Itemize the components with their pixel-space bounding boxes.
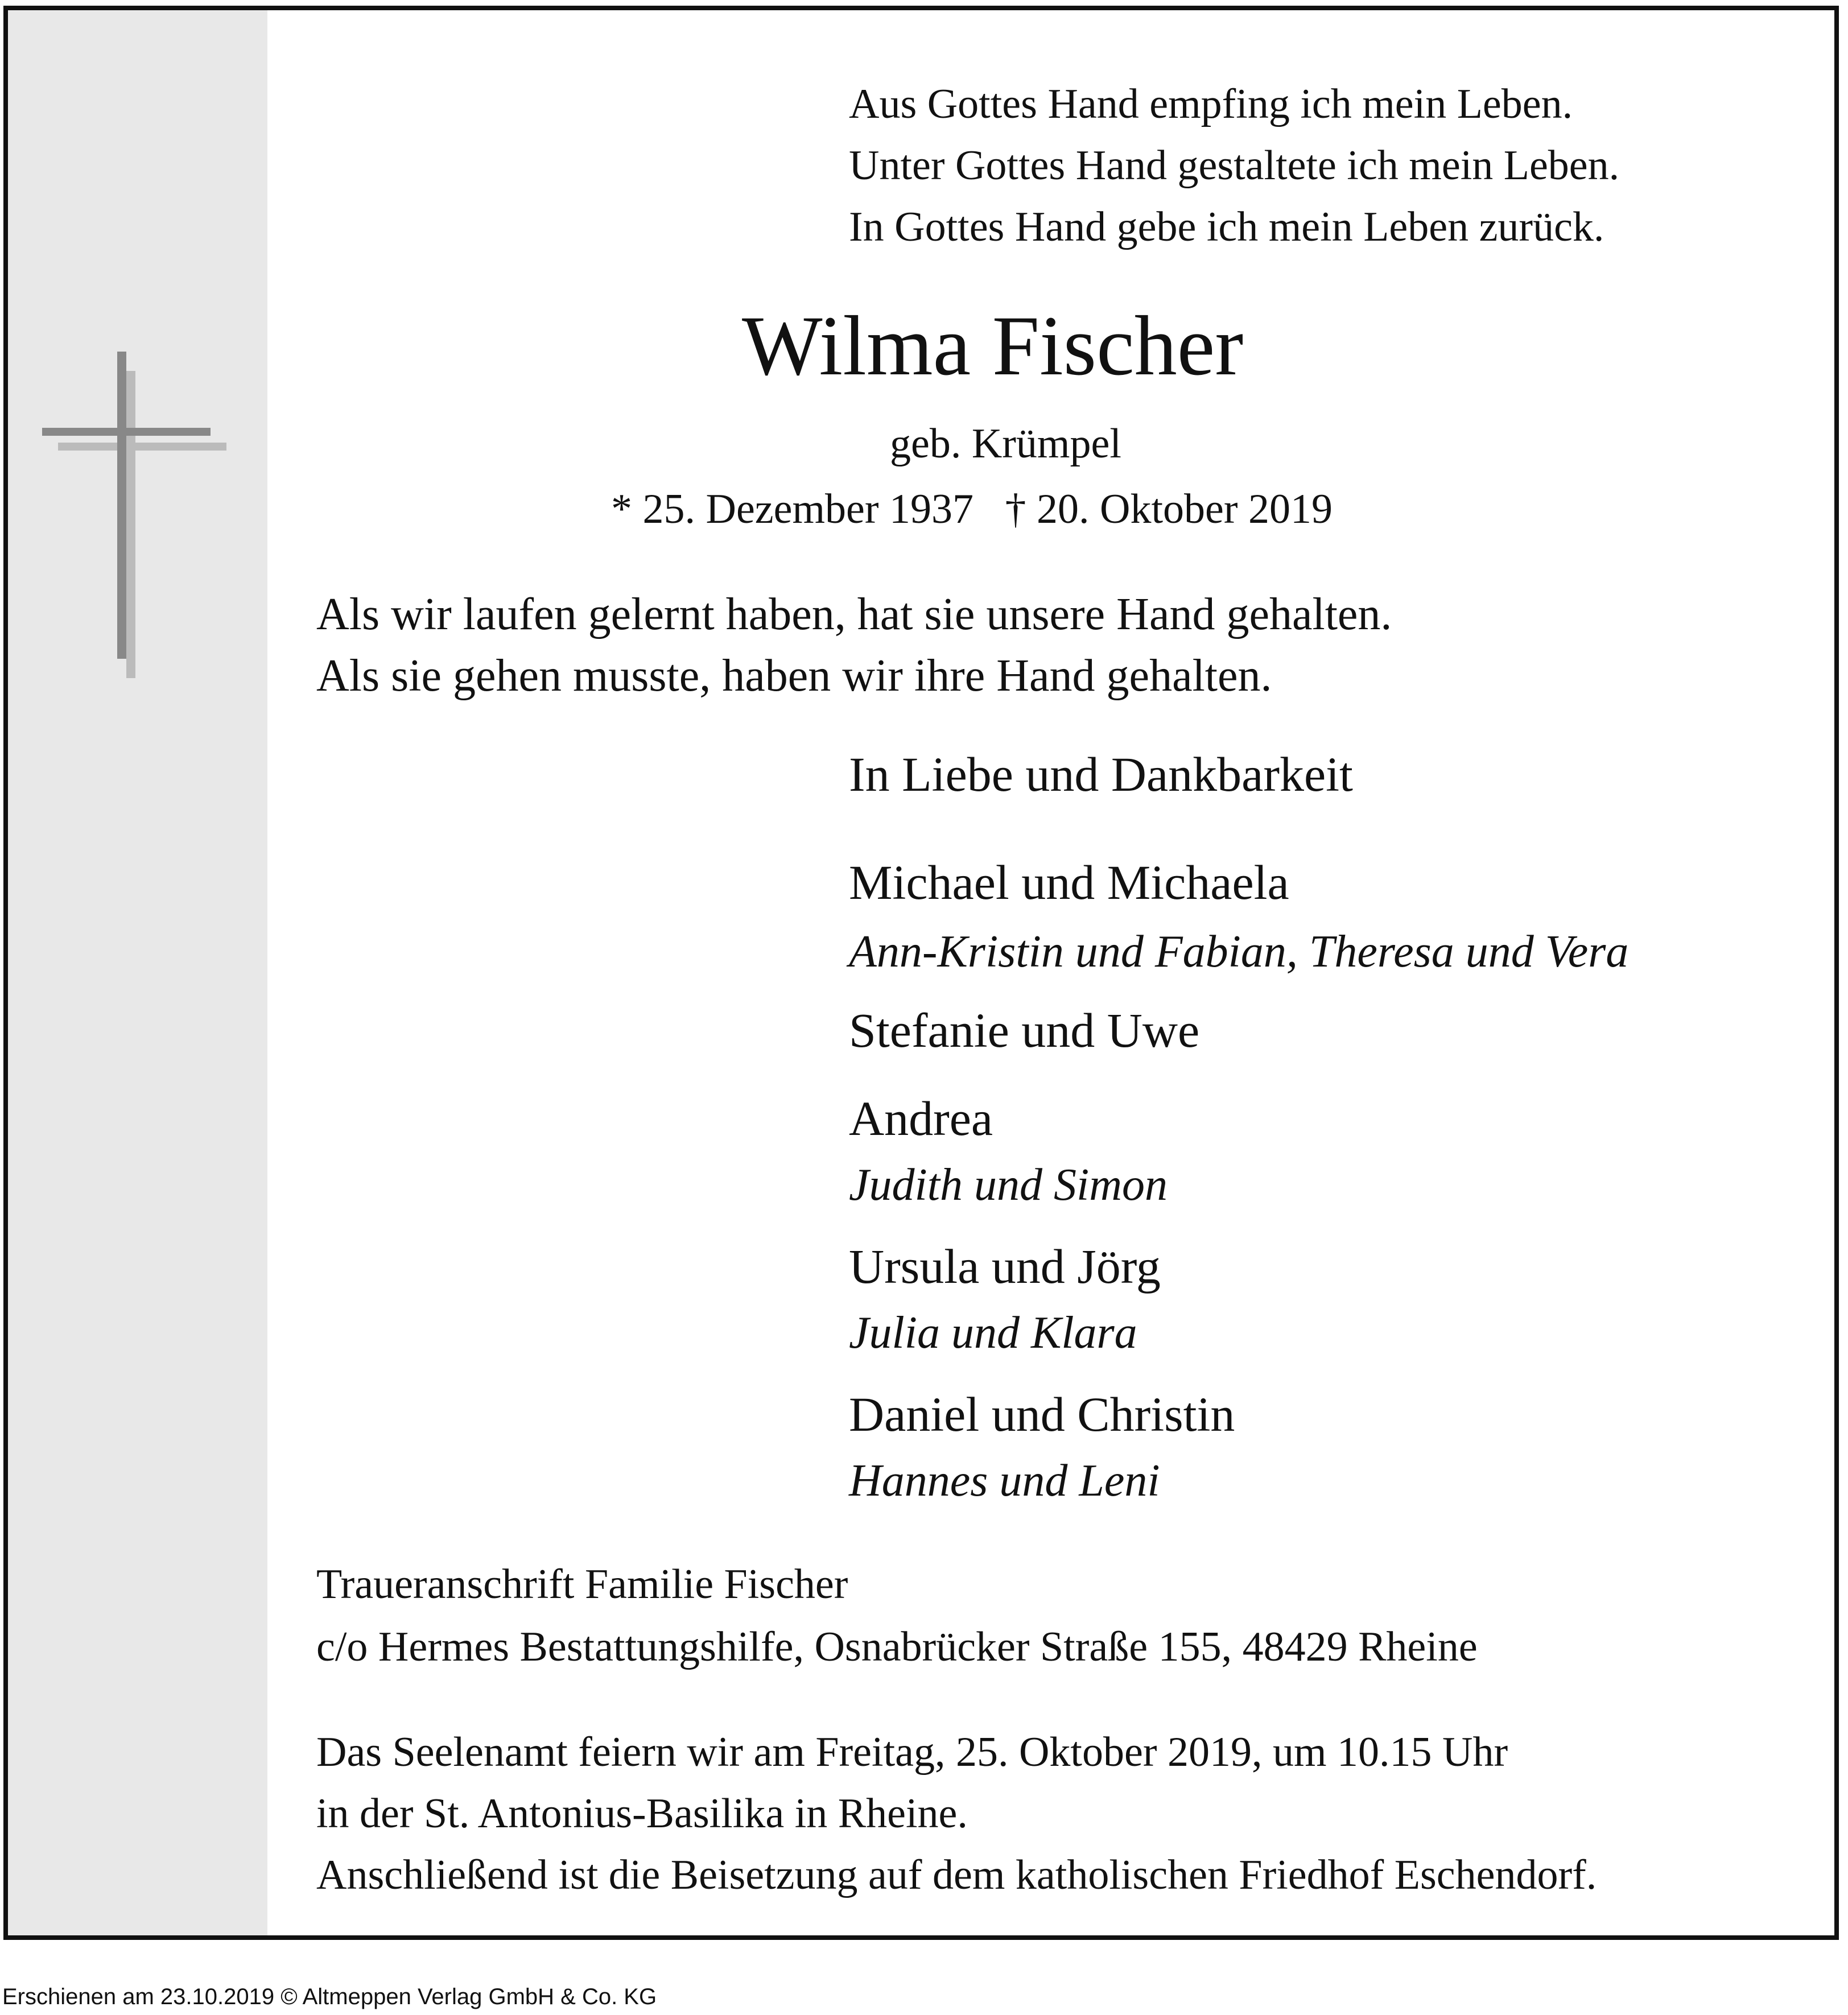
family-children: Ann-Kristin und Fabian, Theresa und Vera: [849, 927, 1629, 977]
verse-line-3: In Gottes Hand gebe ich mein Leben zurück.: [849, 204, 1604, 250]
family-names: Stefanie und Uwe: [849, 1003, 1200, 1058]
verse-line-2: Unter Gottes Hand gestaltete ich mein Leben.: [849, 142, 1620, 189]
side-band: [8, 10, 267, 1935]
address-line-2: c/o Hermes Bestattungshilfe, Osnabrücker Straße 155, 48429 Rheine: [316, 1624, 1478, 1670]
deceased-name: Wilma Fischer: [742, 299, 1244, 393]
service-line-2: in der St. Antonius-Basilika in Rheine.: [316, 1790, 968, 1837]
birth-name: geb. Krümpel: [890, 420, 1121, 467]
address-line-1: Traueranschrift Familie Fischer: [316, 1561, 848, 1608]
cross-icon: [42, 352, 236, 682]
obituary-notice: [3, 6, 1839, 1940]
family-children: Judith und Simon: [849, 1160, 1168, 1210]
closing-phrase: In Liebe und Dankbarkeit: [849, 747, 1353, 802]
family-names: Daniel und Christin: [849, 1387, 1235, 1442]
quote-line-2: Als sie gehen musste, haben wir ihre Hand gehalten.: [316, 651, 1272, 701]
family-names: Andrea: [849, 1091, 993, 1146]
service-line-1: Das Seelenamt feiern wir am Freitag, 25. Oktober 2019, um 10.15 Uhr: [316, 1729, 1508, 1775]
life-dates: * 25. Dezember 1937 † 20. Oktober 2019: [611, 486, 1333, 532]
family-names: Ursula und Jörg: [849, 1239, 1161, 1294]
family-children: Hannes und Leni: [849, 1456, 1160, 1506]
service-line-3: Anschließend ist die Beisetzung auf dem katholischen Friedhof Eschendorf.: [316, 1852, 1597, 1898]
quote-line-1: Als wir laufen gelernt haben, hat sie unsere Hand gehalten.: [316, 589, 1392, 639]
verse-line-1: Aus Gottes Hand empfing ich mein Leben.: [849, 81, 1573, 127]
family-names: Michael und Michaela: [849, 855, 1289, 910]
publication-footer: Erschienen am 23.10.2019 © Altmeppen Verlag GmbH & Co. KG: [2, 1984, 657, 2009]
family-children: Julia und Klara: [849, 1308, 1137, 1358]
